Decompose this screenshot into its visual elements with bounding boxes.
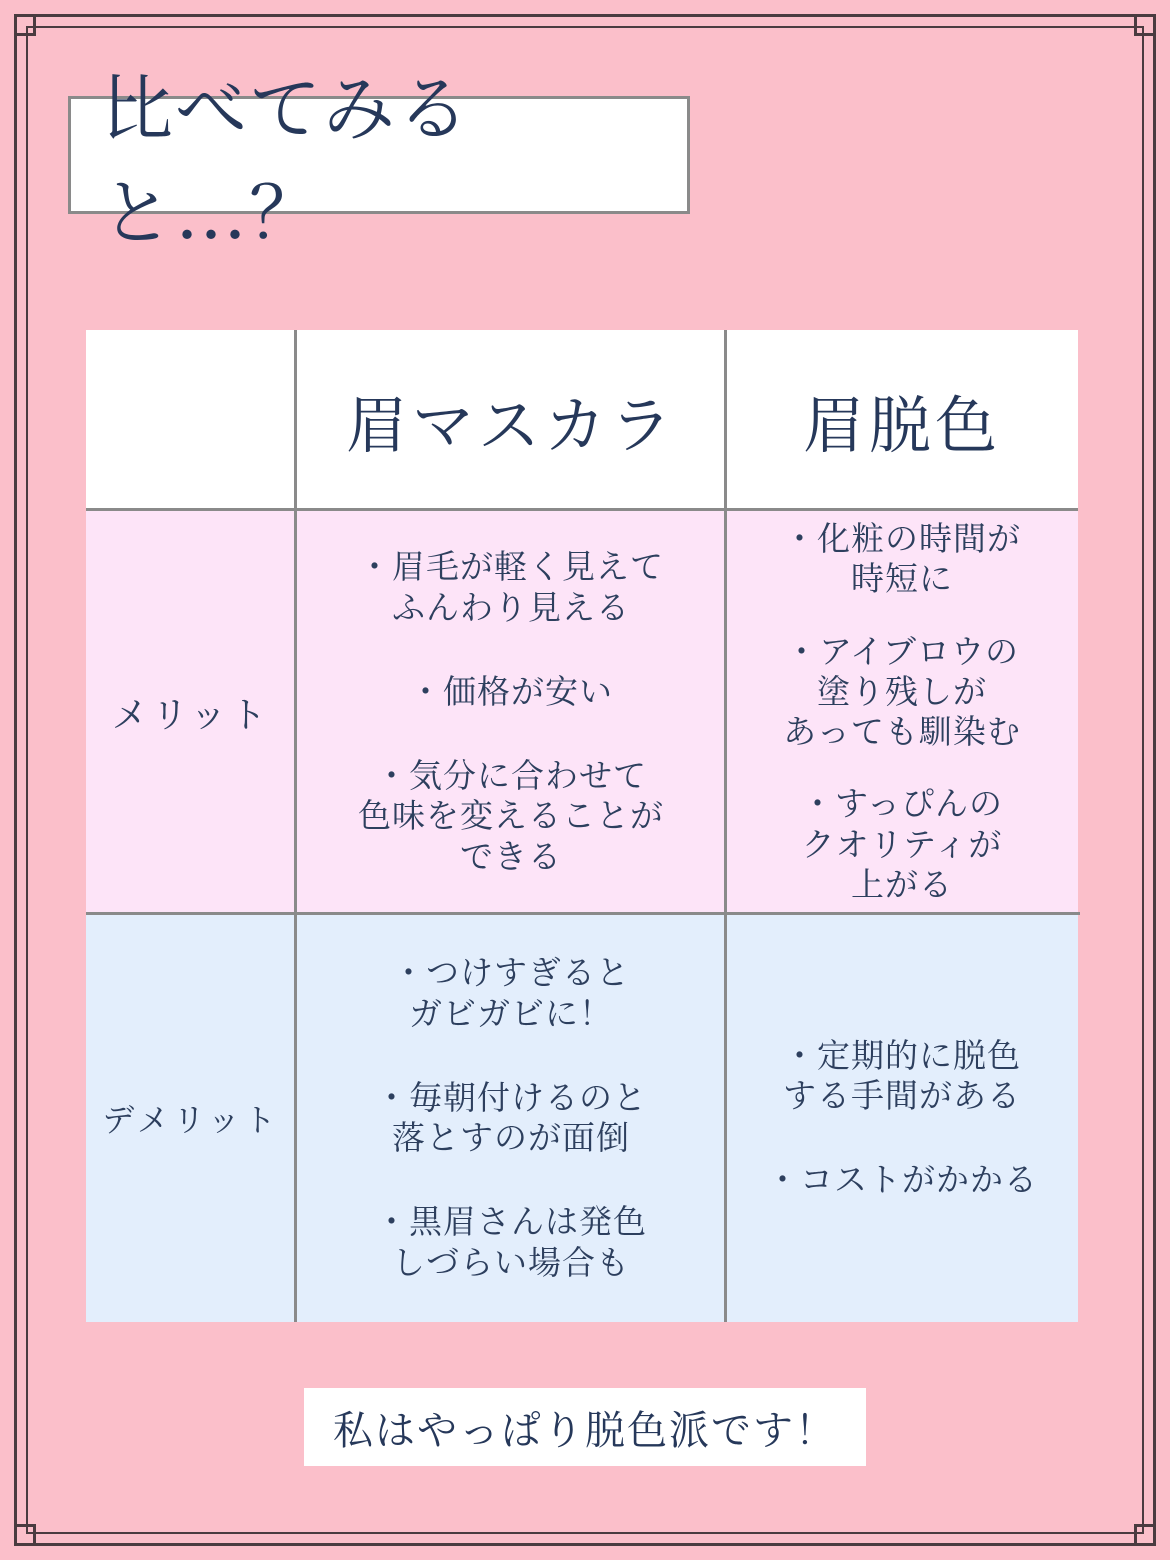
- frame-inner-right: [1142, 26, 1144, 1534]
- frame-corner-tr: [1134, 14, 1156, 36]
- header-cell-empty: [86, 330, 296, 510]
- title-box: [68, 67, 690, 255]
- frame-corner-bl: [14, 1524, 36, 1546]
- frame-inner-left: [26, 26, 28, 1534]
- merit-bleach-item: ・化粧の時間が 時短に: [783, 519, 1021, 599]
- merit-label-cell: [86, 510, 296, 914]
- footer-box: [304, 1388, 866, 1466]
- merit-bleach-cell: [726, 510, 1078, 914]
- frame-outer-left: [14, 14, 17, 1546]
- header-bleach-label: 眉脱色: [802, 388, 1001, 462]
- grid-vline-2: [724, 330, 727, 1322]
- demerit-mascara-item: ・つけすぎると ガビガビに！: [392, 953, 630, 1033]
- demerit-label: デメリット: [102, 1101, 280, 1139]
- frame-inner-bottom: [26, 1532, 1144, 1534]
- frame-outer-right: [1153, 14, 1156, 1546]
- merit-bleach-item: ・すっぴんの クオリティが 上がる: [800, 784, 1004, 904]
- merit-mascara-item: ・眉毛が軽く見えて ふんわり見える: [358, 547, 664, 627]
- merit-bleach-item: ・アイブロウの 塗り残しが あっても馴染む: [783, 631, 1021, 751]
- demerit-mascara-item: ・黒眉さんは発色 しづらい場合も: [375, 1202, 647, 1282]
- footer-text: 私はやっぱり脱色派です！: [333, 1407, 837, 1454]
- demerit-bleach-cell: [726, 914, 1078, 1322]
- grid-vline-1: [294, 330, 297, 1322]
- frame-inner-top: [26, 26, 1144, 28]
- demerit-bleach-item: ・コストがかかる: [766, 1160, 1038, 1200]
- frame-outer-top: [14, 14, 1156, 17]
- page-title: 比べてみると…？: [101, 67, 472, 255]
- grid-hline-1: [86, 508, 1078, 511]
- header-mascara-label: 眉マスカラ: [345, 388, 676, 462]
- demerit-bleach-item: ・定期的に脱色 する手間がある: [783, 1035, 1021, 1115]
- merit-label: メリット: [111, 694, 271, 736]
- merit-mascara-item: ・気分に合わせて 色味を変えることが できる: [358, 756, 664, 876]
- merit-mascara-cell: [296, 510, 726, 914]
- frame-corner-br: [1134, 1524, 1156, 1546]
- demerit-label-cell: [86, 914, 296, 1322]
- demerit-mascara-cell: [296, 914, 726, 1322]
- grid-hline-2: [86, 912, 1080, 915]
- comparison-table: [86, 330, 1078, 1322]
- frame-outer-bottom: [14, 1543, 1156, 1546]
- header-cell-bleach: [726, 330, 1078, 510]
- frame-corner-tl: [14, 14, 36, 36]
- merit-mascara-item: ・価格が安い: [409, 671, 613, 711]
- header-cell-mascara: [296, 330, 726, 510]
- demerit-mascara-item: ・毎朝付けるのと 落とすのが面倒: [375, 1077, 647, 1157]
